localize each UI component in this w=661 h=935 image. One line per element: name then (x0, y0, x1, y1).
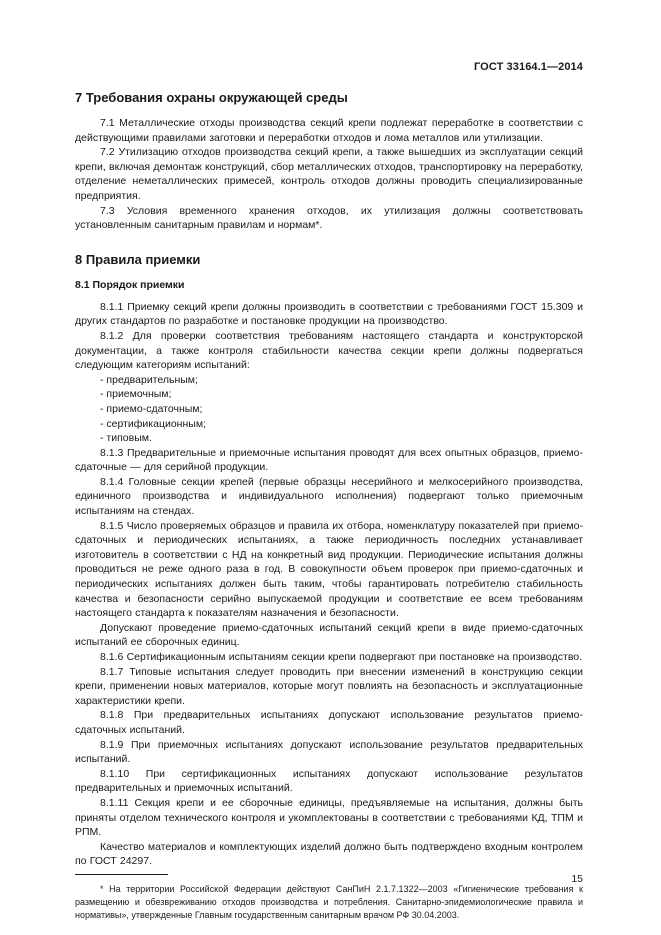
page-number: 15 (571, 873, 583, 885)
paragraph-8-1-6: 8.1.6 Сертификационным испытаниям секции крепи подвергают при постановке на производство. (100, 651, 583, 663)
paragraph-8-1-9: 8.1.9 При приемочных испытаниях допускают использование результатов предварительных испытаний. (75, 738, 583, 766)
paragraph-8-1-11: 8.1.11 Секция крепи и ее сборочные единицы, предъявляемые на испытания, должны быть приняты отделом технического контроля и укомплектованы в соответствии с требованиями КД, ТПМ и РПМ. (75, 796, 583, 839)
paragraph-8-1-3: 8.1.3 Предварительные и приемочные испытания проводят для всех опытных образцов, приемо-сдаточные — для серийной продукции. (75, 446, 583, 474)
document-header: ГОСТ 33164.1—2014 (473, 61, 583, 73)
list-item: - приемо-сдаточным; (100, 402, 203, 415)
paragraph-8-1-10: 8.1.10 При сертификационных испытаниях допускают использование результатов предварительных и приемочных испытаний. (75, 767, 583, 795)
document-body (75, 89, 583, 922)
paragraph-8-1-11-cont: Качество материалов и комплектующих изделий должно быть подтверждено входным контролем по ГОСТ 24297. (75, 840, 583, 868)
paragraph-7-2: 7.2 Утилизацию отходов производства секций крепи, а также вышедших из эксплуатации секций крепи, включая демонтаж конструкций, сбор металлических отходов, транспортировку на переработку, отделение неметаллических примесей, контроль отходов должны проводить специализированные предприятия. (75, 146, 583, 202)
footnote: * На территории Российской Федерации действуют СанПиН 2.1.7.1322—2003 «Гигиенические требования к размещению и обезвреживанию отходов производства и потребления. Санитарно-эпидемиологические правила и нормативы», утвержденные Главным государственным санитарным врачом РФ 30.04.2003. (75, 883, 583, 920)
section-8-heading: 8 Правила приемки (75, 251, 201, 267)
paragraph-8-1-1: 8.1.1 Приемку секций крепи должны производить в соответствии с требованиями ГОСТ 15.309 и других стандартов по разработке и постановке продукции на производство. (75, 300, 583, 328)
paragraph-7-1: 7.1 Металлические отходы производства секций крепи подлежат переработке в соответствии с действующими правилами заготовки и переработки отходов и лома металлов или утилизации. (75, 117, 583, 144)
list-item: - предварительным; (100, 373, 198, 386)
paragraph-8-1-7: 8.1.7 Типовые испытания следует проводить при внесении изменений в конструкцию секции крепи, применении новых материалов, которые могут повлиять на безопасность и эксплуатационные характеристики крепи. (75, 665, 583, 707)
paragraph-8-1-5: 8.1.5 Число проверяемых образцов и правила их отбора, номенклатуру показателей при приемо-сдаточных и периодических испытаниях, а также периодичность последних устанавливает изготовитель в соответствии с НД на конкретный вид продукции. Периодические испытания должны проводиться не реже одного раза в год. В совокупности объем проверок при приемо-сдаточных и периодических испытаниях должен быть таким, чтобы гарантировать потребителю стабильность качества и безопасности серийно выпускаемой продукции и соответствие ее всем требованиям настоящего стандарта к показателям назначения и безопасности. (75, 519, 583, 620)
paragraph-7-3: 7.3 Условия временного хранения отходов, их утилизация должны соответствовать установленным санитарным правилам и нормам*. (75, 204, 583, 232)
paragraph-8-1-2: 8.1.2 Для проверки соответствия требованиям настоящего стандарта и конструкторской документации, а также контроля стабильности качества секции крепи должны подвергаться следующим категориям испытаний: (75, 329, 583, 372)
subsection-8-1-heading: 8.1 Порядок приемки (75, 278, 185, 291)
test-category-list (75, 373, 583, 446)
list-item: - сертификационным; (100, 417, 206, 430)
paragraph-8-1-8: 8.1.8 При предварительных испытаниях допускают использование результатов приемо-сдаточных испытаний. (75, 709, 583, 736)
paragraph-8-1-4: 8.1.4 Головные секции крепей (первые образцы несерийного и мелкосерийного производства, единичного производства и индивидуального исполнения) подвергают только приемочным испытаниям на стендах. (75, 475, 583, 518)
paragraph-8-1-5-cont: Допускают проведение приемо-сдаточных испытаний секций крепи в виде приемо-сдаточных испытаний ее сборочных единиц. (75, 621, 583, 649)
list-item: - приемочным; (100, 388, 172, 401)
list-item: - типовым. (100, 432, 152, 445)
section-7-heading: 7 Требования охраны окружающей среды (75, 90, 348, 105)
